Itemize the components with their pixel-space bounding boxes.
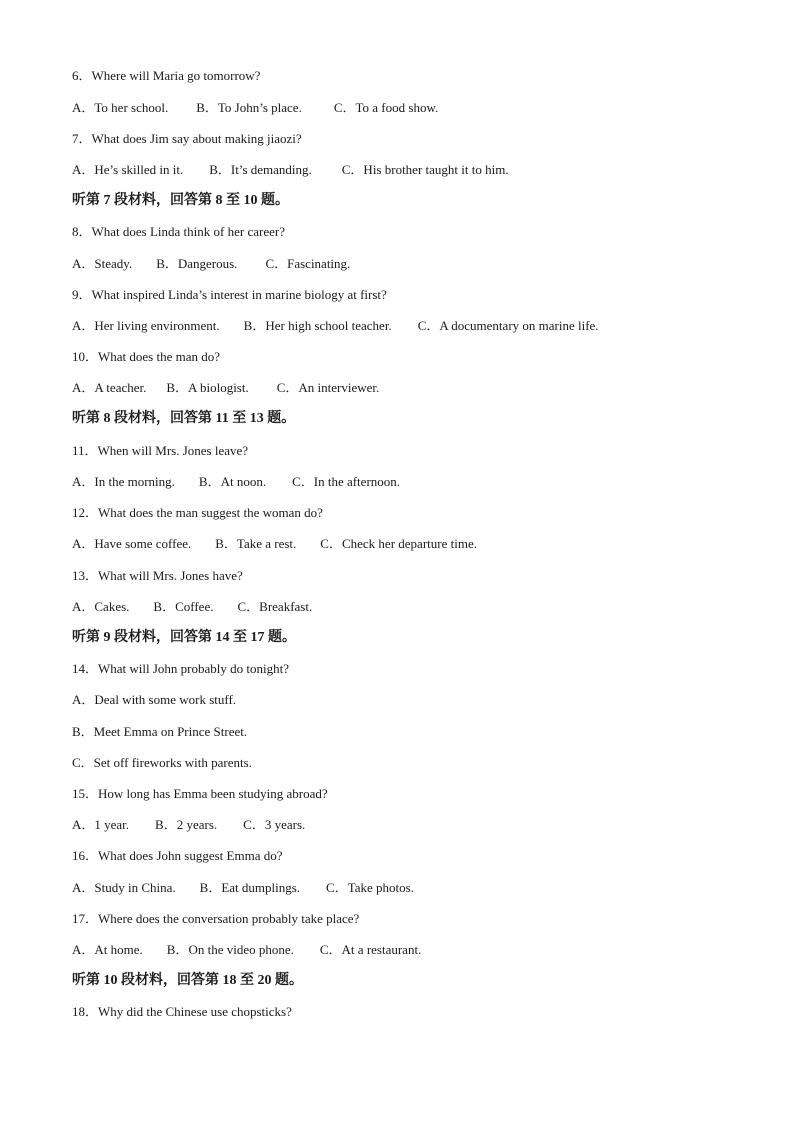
section-heading: 听第 8 段材料，回答第 11 至 13 题。: [72, 411, 296, 426]
question-text: 17．Where does the conversation probably take place?: [72, 911, 360, 926]
option-a: A．Steady.: [72, 256, 133, 271]
section-heading: 听第 9 段材料，回答第 14 至 17 题。: [72, 630, 296, 645]
option-a: A．Cakes.: [72, 599, 130, 614]
question-text: 12．What does the man suggest the woman do?: [72, 505, 323, 520]
option-c: C．In the afternoon.: [292, 474, 401, 489]
option-a: A．Have some coffee.: [72, 536, 192, 551]
question-text: B．Meet Emma on Prince Street.: [72, 724, 248, 739]
question-text: 18．Why did the Chinese use chopsticks?: [72, 1004, 292, 1019]
question-text: 13．What will Mrs. Jones have?: [72, 568, 243, 583]
question-text: 11．When will Mrs. Jones leave?: [72, 443, 249, 458]
option-b: B．Take a rest.: [215, 536, 297, 551]
question-text: 16．What does John suggest Emma do?: [72, 848, 283, 863]
options-row: [72, 599, 312, 615]
options-row: [72, 318, 599, 334]
option-b: B．Her high school teacher.: [243, 318, 392, 333]
option-c: C．An interviewer.: [276, 380, 380, 395]
options-row: [72, 817, 305, 833]
option-b: B．2 years.: [155, 817, 218, 832]
question-text: 9．What inspired Linda’s interest in marine biology at first?: [72, 287, 387, 302]
section-heading: 听第 10 段材料，回答第 18 至 20 题。: [72, 973, 303, 988]
option-c: C．At a restaurant.: [319, 942, 422, 957]
option-b: B．Eat dumplings.: [199, 880, 301, 895]
option-a: A．At home.: [72, 942, 143, 957]
question-text: 7．What does Jim say about making jiaozi?: [72, 131, 302, 146]
option-c: C．Breakfast.: [237, 599, 313, 614]
option-c: C．His brother taught it to him.: [341, 162, 509, 177]
option-c: C．Fascinating.: [265, 256, 351, 271]
option-a: A．To her school.: [72, 100, 169, 115]
options-row: [72, 536, 477, 552]
option-a: A．A teacher.: [72, 380, 147, 395]
option-b: B．On the video phone.: [166, 942, 294, 957]
option-b: B．To John’s place.: [196, 100, 302, 115]
question-text: 8．What does Linda think of her career?: [72, 224, 285, 239]
option-b: B．At noon.: [198, 474, 267, 489]
option-a: A．Study in China.: [72, 880, 176, 895]
option-b: B．Dangerous.: [156, 256, 238, 271]
option-a: A．In the morning.: [72, 474, 175, 489]
option-b: B．A biologist.: [166, 380, 249, 395]
option-a: A．1 year.: [72, 817, 130, 832]
options-row: [72, 380, 379, 396]
option-a: A．He’s skilled in it.: [72, 162, 184, 177]
options-row: [72, 100, 438, 116]
section-heading: 听第 7 段材料，回答第 8 至 10 题。: [72, 193, 289, 208]
question-text: 6．Where will Maria go tomorrow?: [72, 68, 261, 83]
option-c: C．Take photos.: [326, 880, 414, 895]
question-text: 14．What will John probably do tonight?: [72, 661, 290, 676]
options-row: [72, 256, 350, 272]
options-row: [72, 880, 414, 896]
question-text: 15．How long has Emma been studying abroad?: [72, 786, 328, 801]
options-row: [72, 162, 509, 178]
option-b: B．It’s demanding.: [209, 162, 312, 177]
option-c: C．To a food show.: [333, 100, 439, 115]
option-c: C．Check her departure time.: [320, 536, 477, 551]
question-text: C．Set off fireworks with parents.: [72, 755, 252, 770]
options-row: [72, 474, 400, 490]
options-row: [72, 942, 421, 958]
option-b: B．Coffee.: [153, 599, 214, 614]
question-text: A．Deal with some work stuff.: [72, 692, 237, 707]
option-c: C．A documentary on marine life.: [417, 318, 599, 333]
option-c: C．3 years.: [243, 817, 306, 832]
option-a: A．Her living environment.: [72, 318, 220, 333]
question-text: 10．What does the man do?: [72, 349, 221, 364]
